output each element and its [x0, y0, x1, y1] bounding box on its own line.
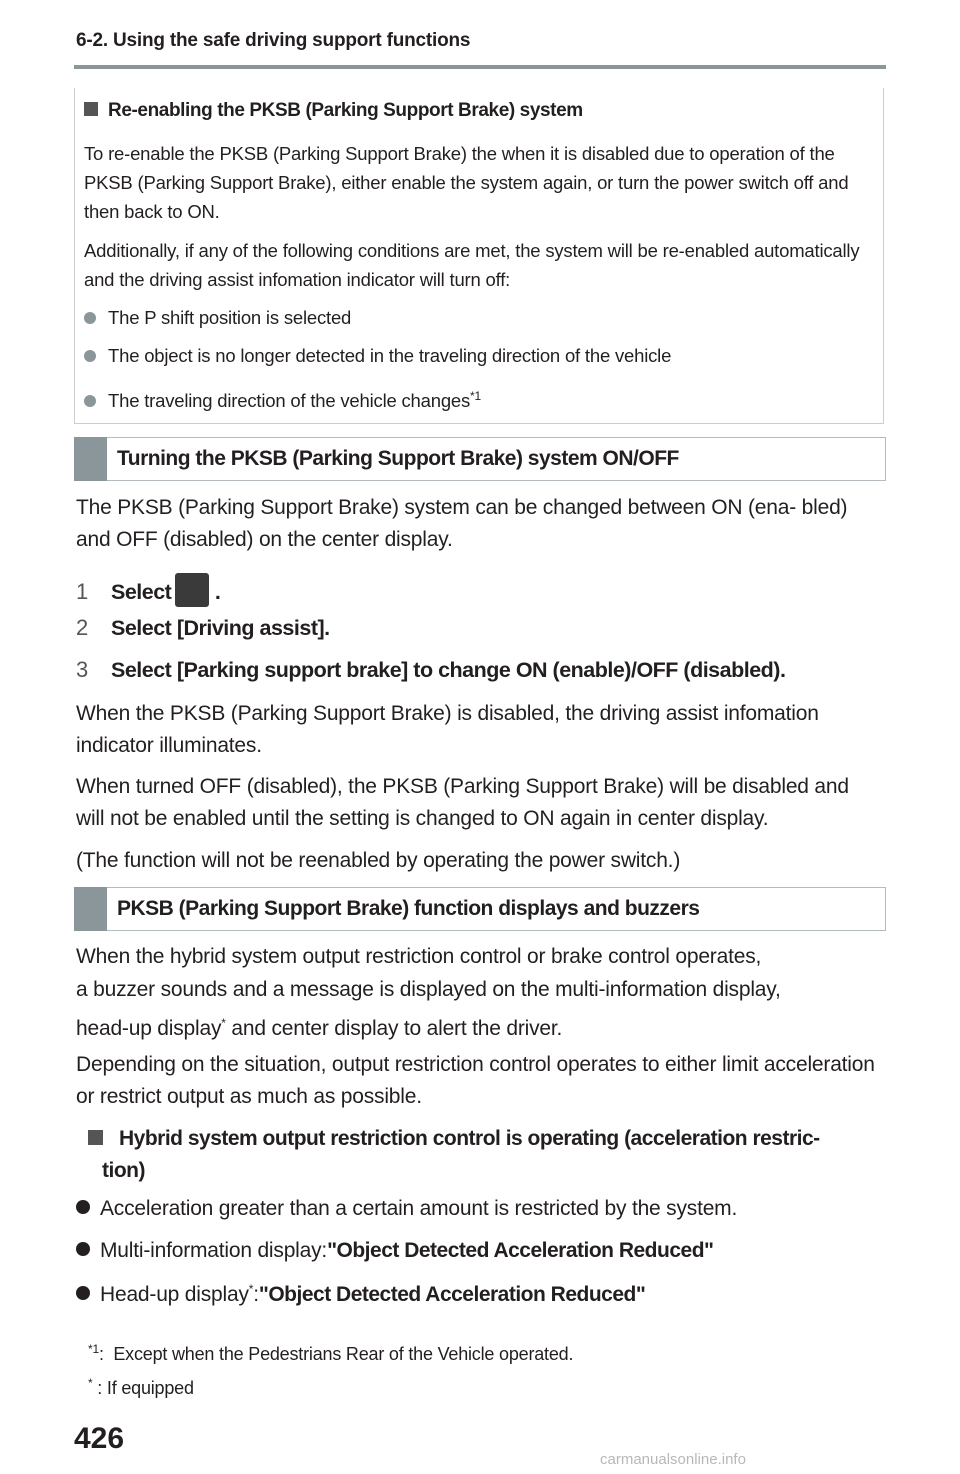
header-rule [74, 65, 886, 69]
heading-tab [74, 887, 107, 931]
bullet-icon [84, 350, 96, 362]
step-1: 1 Select . [76, 573, 220, 607]
box-paragraph: To re-enable the PKSB (Parking Support Brake) the when it is disabled due to operation of the PKSB (Parking Support Brake), either enable the system again, or turn the power switch off and then back to ON. [84, 143, 849, 222]
paragraph: The PKSB (Parking Support Brake) system can be changed between ON (ena- bled) and OFF (disabled) on the center display. [76, 496, 848, 551]
paragraph: When turned OFF (disabled), the PKSB (Parking Support Brake) will be disabled and will not be enabled until the setting is changed to ON again in center display. [76, 775, 849, 830]
heading-tab [74, 437, 107, 481]
bullet-icon [76, 1242, 90, 1256]
paragraph: Depending on the situation, output restriction control operates to either limit acceleration or restrict output as much as possible. [76, 1053, 875, 1108]
page-number: 426 [74, 1422, 125, 1455]
step-2: 2 Select [Driving assist]. [76, 615, 330, 640]
bullet-icon [84, 395, 96, 407]
list-item: Acceleration greater than a certain amount is restricted by the system. [76, 1197, 737, 1221]
section-heading: PKSB (Parking Support Brake) function displays and buzzers [74, 887, 886, 931]
square-bullet-icon [84, 102, 98, 116]
subsection-title: Hybrid system output restriction control is operating (acceleration restric- [76, 1123, 876, 1155]
paragraph: When the hybrid system output restriction control or brake control operates, [76, 945, 762, 968]
step-3: 3 Select [Parking support brake] to change ON (enable)/OFF (disabled). [76, 657, 786, 682]
list-item: The traveling direction of the vehicle changes$^{*1}$ [84, 382, 481, 415]
paragraph: (The function will not be reenabled by operating the power switch.) [76, 849, 681, 872]
bullet-icon [76, 1200, 90, 1214]
box-title: Re-enabling the PKSB (Parking Support Brake) system [84, 100, 583, 122]
paragraph: When the PKSB (Parking Support Brake) is disabled, the driving assist infomation indicator illuminates. [76, 702, 819, 757]
bullet-icon [76, 1286, 90, 1300]
footnote: * : If equipped [88, 1376, 194, 1398]
paragraph: head-up display* and center display to alert the driver. [76, 1016, 563, 1040]
bullet-icon [84, 312, 96, 324]
footnote-ref: *1 [470, 389, 481, 403]
paragraph: a buzzer sounds and a message is displayed on the multi-information display, [76, 978, 781, 1001]
vehicle-settings-icon [175, 573, 209, 607]
subsection-title-cont: tion) [102, 1159, 145, 1182]
watermark: carmanualsonline.info [600, 1451, 746, 1468]
square-bullet-icon [88, 1130, 103, 1145]
list-item: The object is no longer detected in the traveling direction of the vehicle [84, 341, 671, 370]
list-item: Multi-information display:"Object Detected Acceleration Reduced" [76, 1239, 713, 1263]
section-header: 6-2. Using the safe driving support functions [76, 30, 471, 51]
box-paragraph: Additionally, if any of the following conditions are met, the system will be re-enabled automatically and the driving assist infomation indicator will turn off: [84, 240, 860, 290]
list-item: Head-up display*:"Object Detected Acceleration Reduced" [76, 1282, 645, 1307]
list-item: The P shift position is selected [84, 303, 351, 332]
footnote: $^{*1}$: Except when the Pedestrians Rear of the Vehicle operated. [88, 1342, 574, 1364]
section-heading: Turning the PKSB (Parking Support Brake) system ON/OFF [74, 437, 886, 481]
